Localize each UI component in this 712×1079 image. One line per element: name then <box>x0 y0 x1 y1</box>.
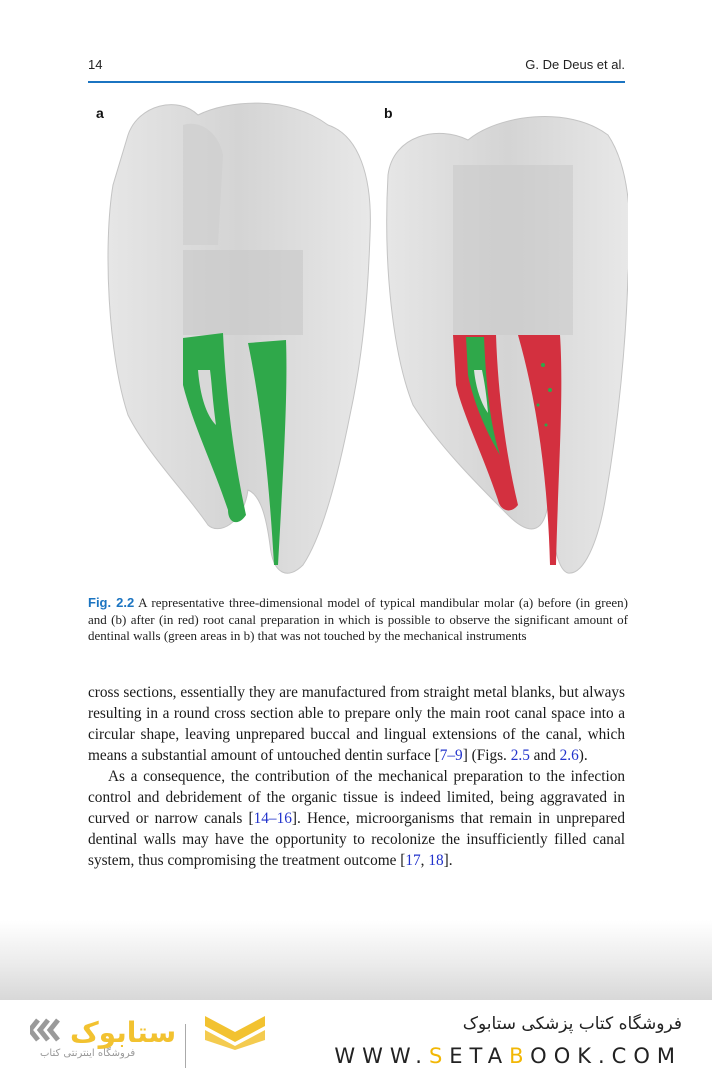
citation-link[interactable]: 14–16 <box>253 810 292 827</box>
figure-link[interactable]: 2.5 <box>510 747 530 764</box>
store-title: فروشگاه کتاب پزشکی ستابوک <box>462 1014 682 1034</box>
page-shadow <box>0 920 712 1000</box>
header-rule <box>88 81 625 83</box>
page-number: 14 <box>88 57 103 72</box>
body-text <box>88 682 625 871</box>
figure-label: Fig. 2.2 <box>88 595 135 610</box>
svg-text:ستابوک: ستابوک <box>70 1016 177 1049</box>
logo-mark-icon <box>30 1010 280 1050</box>
paragraph-1: cross sections, essentially they are manufactured from straight metal blanks, but always resulting in a round cross section able to prepare only the main root canal space into a circular shape, leaving unprepared buccal and lingual extensions of the canal, which means a substantial amount of untouched dentin surface [7–9] (Figs. 2.5 and 2.6). <box>88 684 625 764</box>
store-url[interactable]: WWW.SETABOOK.COM <box>334 1044 682 1068</box>
figure-2-2 <box>88 95 628 585</box>
logo-subtitle: فروشگاه اینترنتی کتاب <box>40 1048 136 1059</box>
figure-caption <box>88 595 628 645</box>
setabook-logo <box>30 1010 280 1072</box>
paragraph-2: As a consequence, the contribution of the mechanical preparation to the infection control and debridement of the organic tissue is indeed limited, being aggravated in curved or narrow canals [14–16]. Hence, microorganisms that remain in unprepared dentinal walls may have the opportunity to recolonize the insufficiently filled canal system, thus compromising the treatment outcome [17, 18]. <box>88 768 625 869</box>
citation-link[interactable]: 7–9 <box>439 747 463 764</box>
figure-link[interactable]: 2.6 <box>559 747 579 764</box>
citation-link[interactable]: 18 <box>428 852 444 869</box>
tooth-models-illustration <box>88 95 628 585</box>
logo-divider <box>185 1024 186 1068</box>
running-head-authors: G. De Deus et al. <box>525 57 625 72</box>
panel-label-b: b <box>384 105 393 121</box>
citation-link[interactable]: 17 <box>405 852 421 869</box>
panel-label-a: a <box>96 105 104 121</box>
tooth-a <box>108 103 370 573</box>
tooth-b <box>387 116 628 573</box>
caption-text: A representative three-dimensional model of typical mandibular molar (a) before (in green) and (b) after (in red) root canal preparation in which is possible to observe the significant amount of dentinal walls (green areas in b) that was not touched by the mechanical instruments <box>88 595 628 643</box>
watermark-footer <box>0 1000 712 1079</box>
running-head <box>88 57 625 77</box>
